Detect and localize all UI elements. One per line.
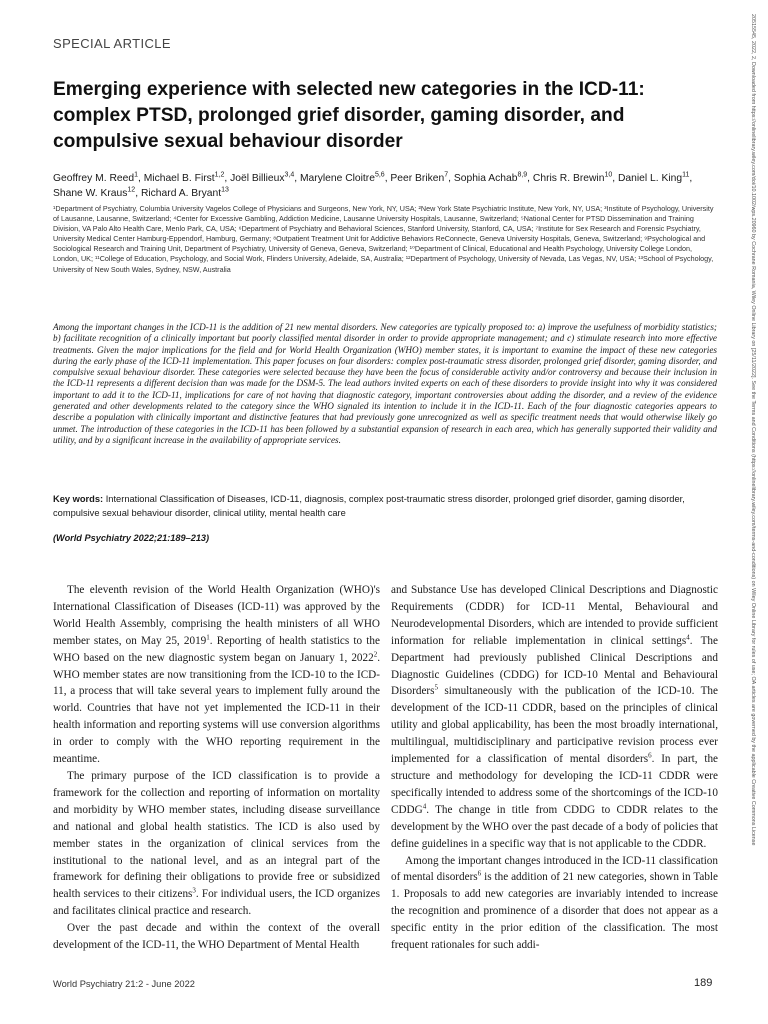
section-label: SPECIAL ARTICLE (53, 36, 171, 51)
keywords-text: International Classification of Diseases, ICD-11, diagnosis, complex post-traumatic stress disorder, prolonged grief disorder, gaming disorder, compulsive sexual behaviour disorder, clinical utility, mental health care (53, 494, 685, 518)
author: Chris R. Brewin$^{10}$ (532, 171, 613, 184)
citation: (World Psychiatry 2022;21:189–213) (53, 533, 210, 543)
paragraph: Over the past decade and within the context of the overall development of the ICD-11, the WHO Department of Mental Health (53, 922, 380, 952)
keywords (53, 493, 717, 520)
download-side-note: 20515545, 2022, 2, Downloaded from https://onlinelibrary.wiley.com/doi/10.1002/wps.20960 by Cochrane Romania, Wiley Online Library on [25/11/2022]. See the Terms and Conditions (https://onlinelibrary.wiley.com/terms-and-conditions) on Wiley Online Library for rules of use; OA articles are governed by the applicable Creative Commons License (750, 14, 756, 846)
author: Daniel L. King$^{11}$ (617, 171, 690, 184)
author: Michael B. First$^{1,2}$ (143, 171, 225, 184)
body-column-left (53, 582, 380, 954)
paragraph: The eleventh revision of the World Health Organization (WHO)'s International Classification of Diseases (ICD-11) was approved by the World Health Assembly, comprising the health ministers of all WHO member states, on May 25, 2019$^1$. Reporting of health statistics to the WHO based on the new diagnostic system began on January 1, 2022$^2$. WHO member states are now transitioning from the ICD-10 to the ICD-11, a process that will take several years to implement fully around the world. Countries that have not yet implemented the ICD-11 in their health information and reporting systems will use conversion algorithms in order to comply with the WHO reporting requirement in the meantime. (53, 584, 380, 766)
keywords-label: Key words: (53, 494, 104, 504)
author: Sophia Achab$^{8,9}$ (453, 171, 528, 184)
author: Richard A. Bryant$^{13}$ (140, 186, 229, 199)
body-column-right (391, 582, 718, 954)
author: Peer Briken$^7$ (390, 171, 449, 184)
paragraph: and Substance Use has developed Clinical Descriptions and Diagnostic Requirements (CDDR) for ICD-11 Mental, Behavioural and Neurodevelopmental Disorders, which are intended to provide sufficient information for reliable implementation in clinical settings$^4$. The Department had previously published Clinical Descriptions and Diagnostic Guidelines (CDDG) for ICD-10 Mental and Behavioural Disorders$^5$ simultaneously with the publication of the ICD-10. The development of the ICD-11 CDDR, based on the principles of clinical utility and global applicability, has been the most broadly international, multilingual, multidisciplinary and participative revision process ever implemented for a classification of mental disorders$^6$. In part, the structure and methodology for developing the ICD-11 CDDR were specifically intended to address some of the shortcomings of the ICD-10 CDDG$^4$. The change in title from CDDG to CDDR relates to the development by the WHO over the past decade of a body of policies that define guidelines in a specific way that is not applicable to the CDDR. (391, 584, 718, 850)
footer-journal: World Psychiatry 21:2 - June 2022 (53, 979, 195, 989)
paragraph: Among the important changes introduced in the ICD-11 classification of mental disorders$^6$ is the addition of 21 new categories, shown in Table 1. Proposals to add new categories are invariably intended to increase the recognition and prominence of a disorder that does not appear as a specific entity in the prior edition of the classification. The most frequent rationales for such addi- (391, 854, 718, 952)
author-list: Geoffrey M. Reed$^1$, Michael B. First$^{1,2}$, Joël Billieux$^{3,4}$, Marylene Cloitre$^{5,6}$, Peer Briken$^7$, Sophia Achab$^{8,9}$, Chris R. Brewin$^{10}$, Daniel L. King$^{11}$, Shane W. Kraus$^{12}$, Richard A. Bryant$^{13}$ (53, 171, 693, 199)
article-title: Emerging experience with selected new categories in the ICD-11: complex PTSD, prolonged grief disorder, gaming disorder, and compulsive sexual behaviour disorder (53, 79, 645, 152)
abstract: Among the important changes in the ICD-11 is the addition of 21 new mental disorders. New categories are typically proposed to: a) improve the usefulness of morbidity statistics; b) facilitate recognition of a clinically important but poorly classified mental disorder in order to provide appropriate management; and c) stimulate research into more effective treatments. Given the major implications for the field and for World Health Organization (WHO) member states, it is important to examine the impact of these new categories during the early phase of the ICD-11 implementation. This paper focuses on four disorders: complex post-traumatic stress disorder, prolonged grief disorder, gaming disorder, and compulsive sexual behaviour disorder. These categories were selected because they have been the focus of considerable activity and/or controversy and because their inclusion in the ICD-11 represents a different decision than was made for the DSM-5. The lead authors invited experts on each of these disorders to provide insight into why it was considered important to add it to the ICD-11, implications for care of not having that diagnostic category, important controversies about adding the disorder, and a review of the evidence generated and other developments related to the category since the WHO signaled its intention to include it in the ICD-11. Each of the four diagnostic categories appears to describe a population with clinically important and distinctive features that had previously gone unrecognized as well as specific treatment needs that would otherwise likely go unmet. The introduction of these categories in the ICD-11 has been followed by a substantial expansion of research in each area, which has generally supported their validity and utility, and by a significant increase in the availability of appropriate services. (53, 322, 717, 445)
paragraph: The primary purpose of the ICD classification is to provide a framework for the collection and reporting of information on mortality and morbidity by WHO member states, including disease surveillance and national and global health statistics. The ICD is also used by member states in the organization of clinical services from the institutional to the national level, and as an integral part of the framework for defining their obligations to provide free or subsidized health services to their citizens$^3$. For individual users, the ICD organizes and facilitates clinical practice and research. (53, 769, 380, 918)
author: Geoffrey M. Reed$^1$ (53, 171, 138, 184)
affiliations: ¹Department of Psychiatry, Columbia University Vagelos College of Physicians and Surgeons, New York, NY, USA; ²New York State Psychiatric Institute, New York, NY, USA; ³Institute of Psychology, University of Lausanne, Lausanne, Switzerland; ⁴Center for Excessive Gambling, Addiction Medicine, Lausanne University Hospitals, Lausanne, Switzerland; ⁵National Center for PTSD Dissemination and Training Division, VA Palo Alto Health Care, Menlo Park, CA, USA; ⁶Department of Psychiatry and Behavioral Sciences, Stanford University, Stanford, CA, USA; ⁷Institute for Sex Research and Forensic Psychiatry, University Medical Center Hamburg-Eppendorf, Hamburg, Germany; ⁸Outpatient Treatment Unit for Addictive Behaviors ReConnecte, Geneva University Hospitals, Geneva, Switzerland; ⁹Psychological and Sociological Research and Training Unit, Department of Psychiatry, University of Geneva, Geneva, Switzerland; ¹⁰Department of Clinical, Educational and Health Psychology, University College London, London, UK; ¹¹College of Education, Psychology, and Social Work, Flinders University, Adelaide, SA, Australia; ¹²Department of Psychology, University of Nevada, Las Vegas, NV, USA; ¹³School of Psychology, University of New South Wales, Sydney, NSW, Australia (53, 204, 714, 274)
page-number: 189 (694, 977, 713, 989)
author: Joël Billieux$^{3,4}$ (230, 171, 295, 184)
author: Marylene Cloitre$^{5,6}$ (299, 171, 385, 184)
author: Shane W. Kraus$^{12}$ (53, 186, 136, 199)
